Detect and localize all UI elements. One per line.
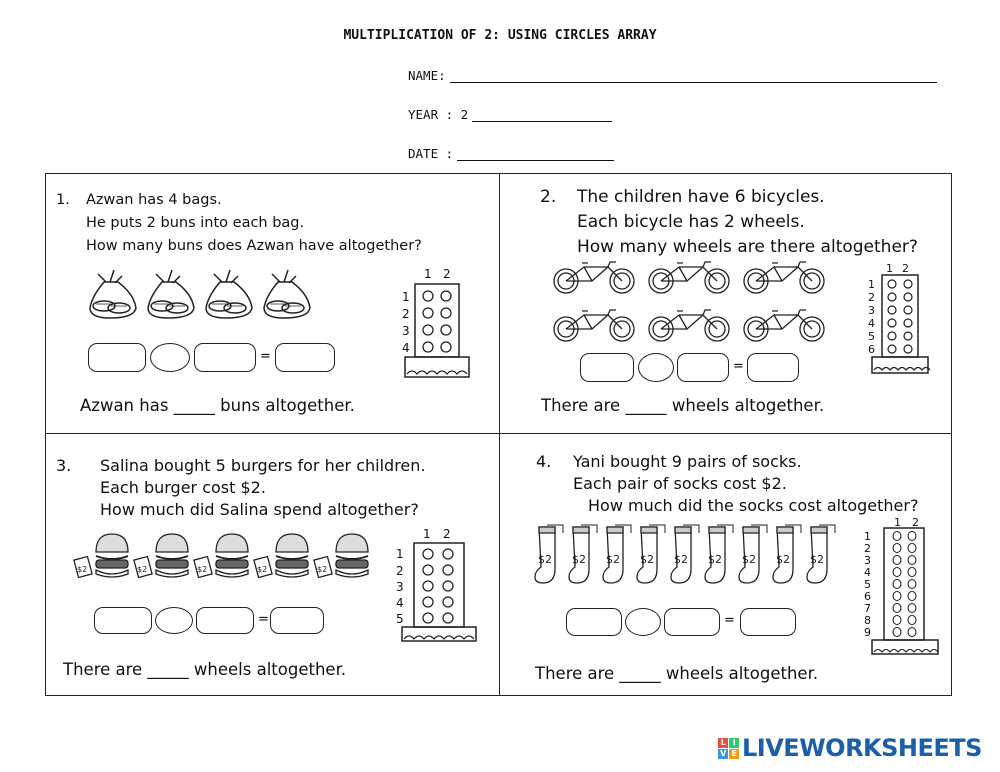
equation-box[interactable] [88,343,146,372]
name-blank-line[interactable] [450,68,937,83]
array-row-label: 6 [864,590,871,603]
grid-horizontal-divider [45,433,952,434]
price-tag-label: $2 [77,565,88,574]
array-col-label: 2 [912,516,919,529]
equation-box[interactable] [196,607,254,634]
answer-box[interactable] [270,607,324,634]
equation-box[interactable] [566,608,622,636]
logo-tile: V [718,749,728,759]
bicycle-icon [552,259,832,349]
date-label: DATE : [408,146,454,161]
bag-with-buns-icon [84,266,314,321]
array-row-label: 2 [396,564,404,578]
array-row-label: 2 [864,542,871,555]
date-field[interactable] [408,146,614,161]
question-line: How many wheels are there altogether? [577,237,918,257]
year-blank-line[interactable] [472,107,612,122]
answer-sentence: There are _____ wheels altogether. [535,664,819,683]
circles-array-frame [870,528,942,658]
question-line: He puts 2 buns into each bag. [86,215,305,231]
array-row-label: 3 [868,304,875,317]
question-number: 3. [56,456,72,475]
answer-sentence: There are _____ wheels altogether. [63,660,347,679]
array-col-label: 1 [894,516,901,529]
equals-sign: = [260,349,271,364]
worksheet-title: MULTIPLICATION OF 2: USING CIRCLES ARRAY [343,28,657,43]
operator-circle[interactable] [625,608,661,636]
array-col-label: 1 [424,267,432,281]
array-row-label: 8 [864,614,871,627]
logo-text: LIVEWORKSHEETS [742,734,982,762]
array-row-label: 7 [864,602,871,615]
equation-box[interactable] [677,353,729,382]
array-row-label: 3 [864,554,871,567]
circles-array-frame [870,275,930,377]
array-col-label: 1 [423,527,431,541]
answer-sentence: There are _____ wheels altogether. [541,396,825,415]
array-row-label: 1 [864,530,871,543]
price-tag-label: $2 [538,553,552,566]
equation-box[interactable] [580,353,634,382]
logo-tile: L [718,738,728,748]
array-row-label: 1 [396,547,404,561]
array-col-label: 1 [886,262,893,275]
question-number: 2. [540,187,557,207]
question-line: How much did the socks cost altogether? [588,496,919,515]
burger-with-price-tag-icon [74,530,374,585]
name-field[interactable] [408,68,937,83]
question-line: Each bicycle has 2 wheels. [577,212,805,232]
array-row-label: 2 [402,307,410,321]
question-line: How much did Salina spend altogether? [100,500,419,519]
operator-circle[interactable] [155,607,193,634]
array-row-label: 6 [868,343,875,356]
date-blank-line[interactable] [457,146,614,161]
answer-box[interactable] [740,608,796,636]
liveworksheets-logo [718,734,982,762]
equation-box[interactable] [194,343,256,372]
sock-pair-icon [533,523,853,593]
equals-sign: = [258,612,269,627]
array-row-label: 4 [868,317,875,330]
question-line: The children have 6 bicycles. [577,187,825,207]
array-col-label: 2 [443,267,451,281]
question-line: Yani bought 9 pairs of socks. [573,452,802,471]
equals-sign: = [724,613,735,628]
year-label: YEAR : 2 [408,107,469,122]
equals-sign: = [733,359,744,374]
array-row-label: 3 [402,324,410,338]
array-row-label: 4 [402,341,410,355]
year-field[interactable] [408,107,612,122]
question-line: Each burger cost $2. [100,478,266,497]
question-line: Salina bought 5 burgers for her children. [100,456,426,475]
grid-vertical-divider [499,173,500,696]
operator-circle[interactable] [638,353,674,382]
question-number: 4. [536,452,552,471]
array-row-label: 9 [864,626,871,639]
array-row-label: 1 [868,278,875,291]
logo-tile: E [729,749,739,759]
circles-array-frame [403,284,471,384]
array-row-label: 4 [396,596,404,610]
answer-sentence: Azwan has _____ buns altogether. [80,396,355,415]
logo-tiles [718,738,739,759]
question-number: 1. [56,192,70,208]
answer-box[interactable] [275,343,335,372]
answer-box[interactable] [747,353,799,382]
logo-tile: I [729,738,739,748]
question-line: How many buns does Azwan have altogether? [86,238,422,254]
array-row-label: 5 [868,330,875,343]
array-row-label: 2 [868,291,875,304]
array-row-label: 4 [864,566,871,579]
equation-box[interactable] [664,608,720,636]
array-row-label: 3 [396,580,404,594]
operator-circle[interactable] [150,343,190,372]
array-row-label: 1 [402,290,410,304]
equation-box[interactable] [94,607,152,634]
name-label: NAME: [408,68,446,83]
question-line: Each pair of socks cost $2. [573,474,787,493]
array-row-label: 5 [396,612,404,626]
question-line: Azwan has 4 bags. [86,192,222,208]
array-row-label: 5 [864,578,871,591]
array-col-label: 2 [443,527,451,541]
circles-array-frame [400,543,478,643]
array-col-label: 2 [902,262,909,275]
